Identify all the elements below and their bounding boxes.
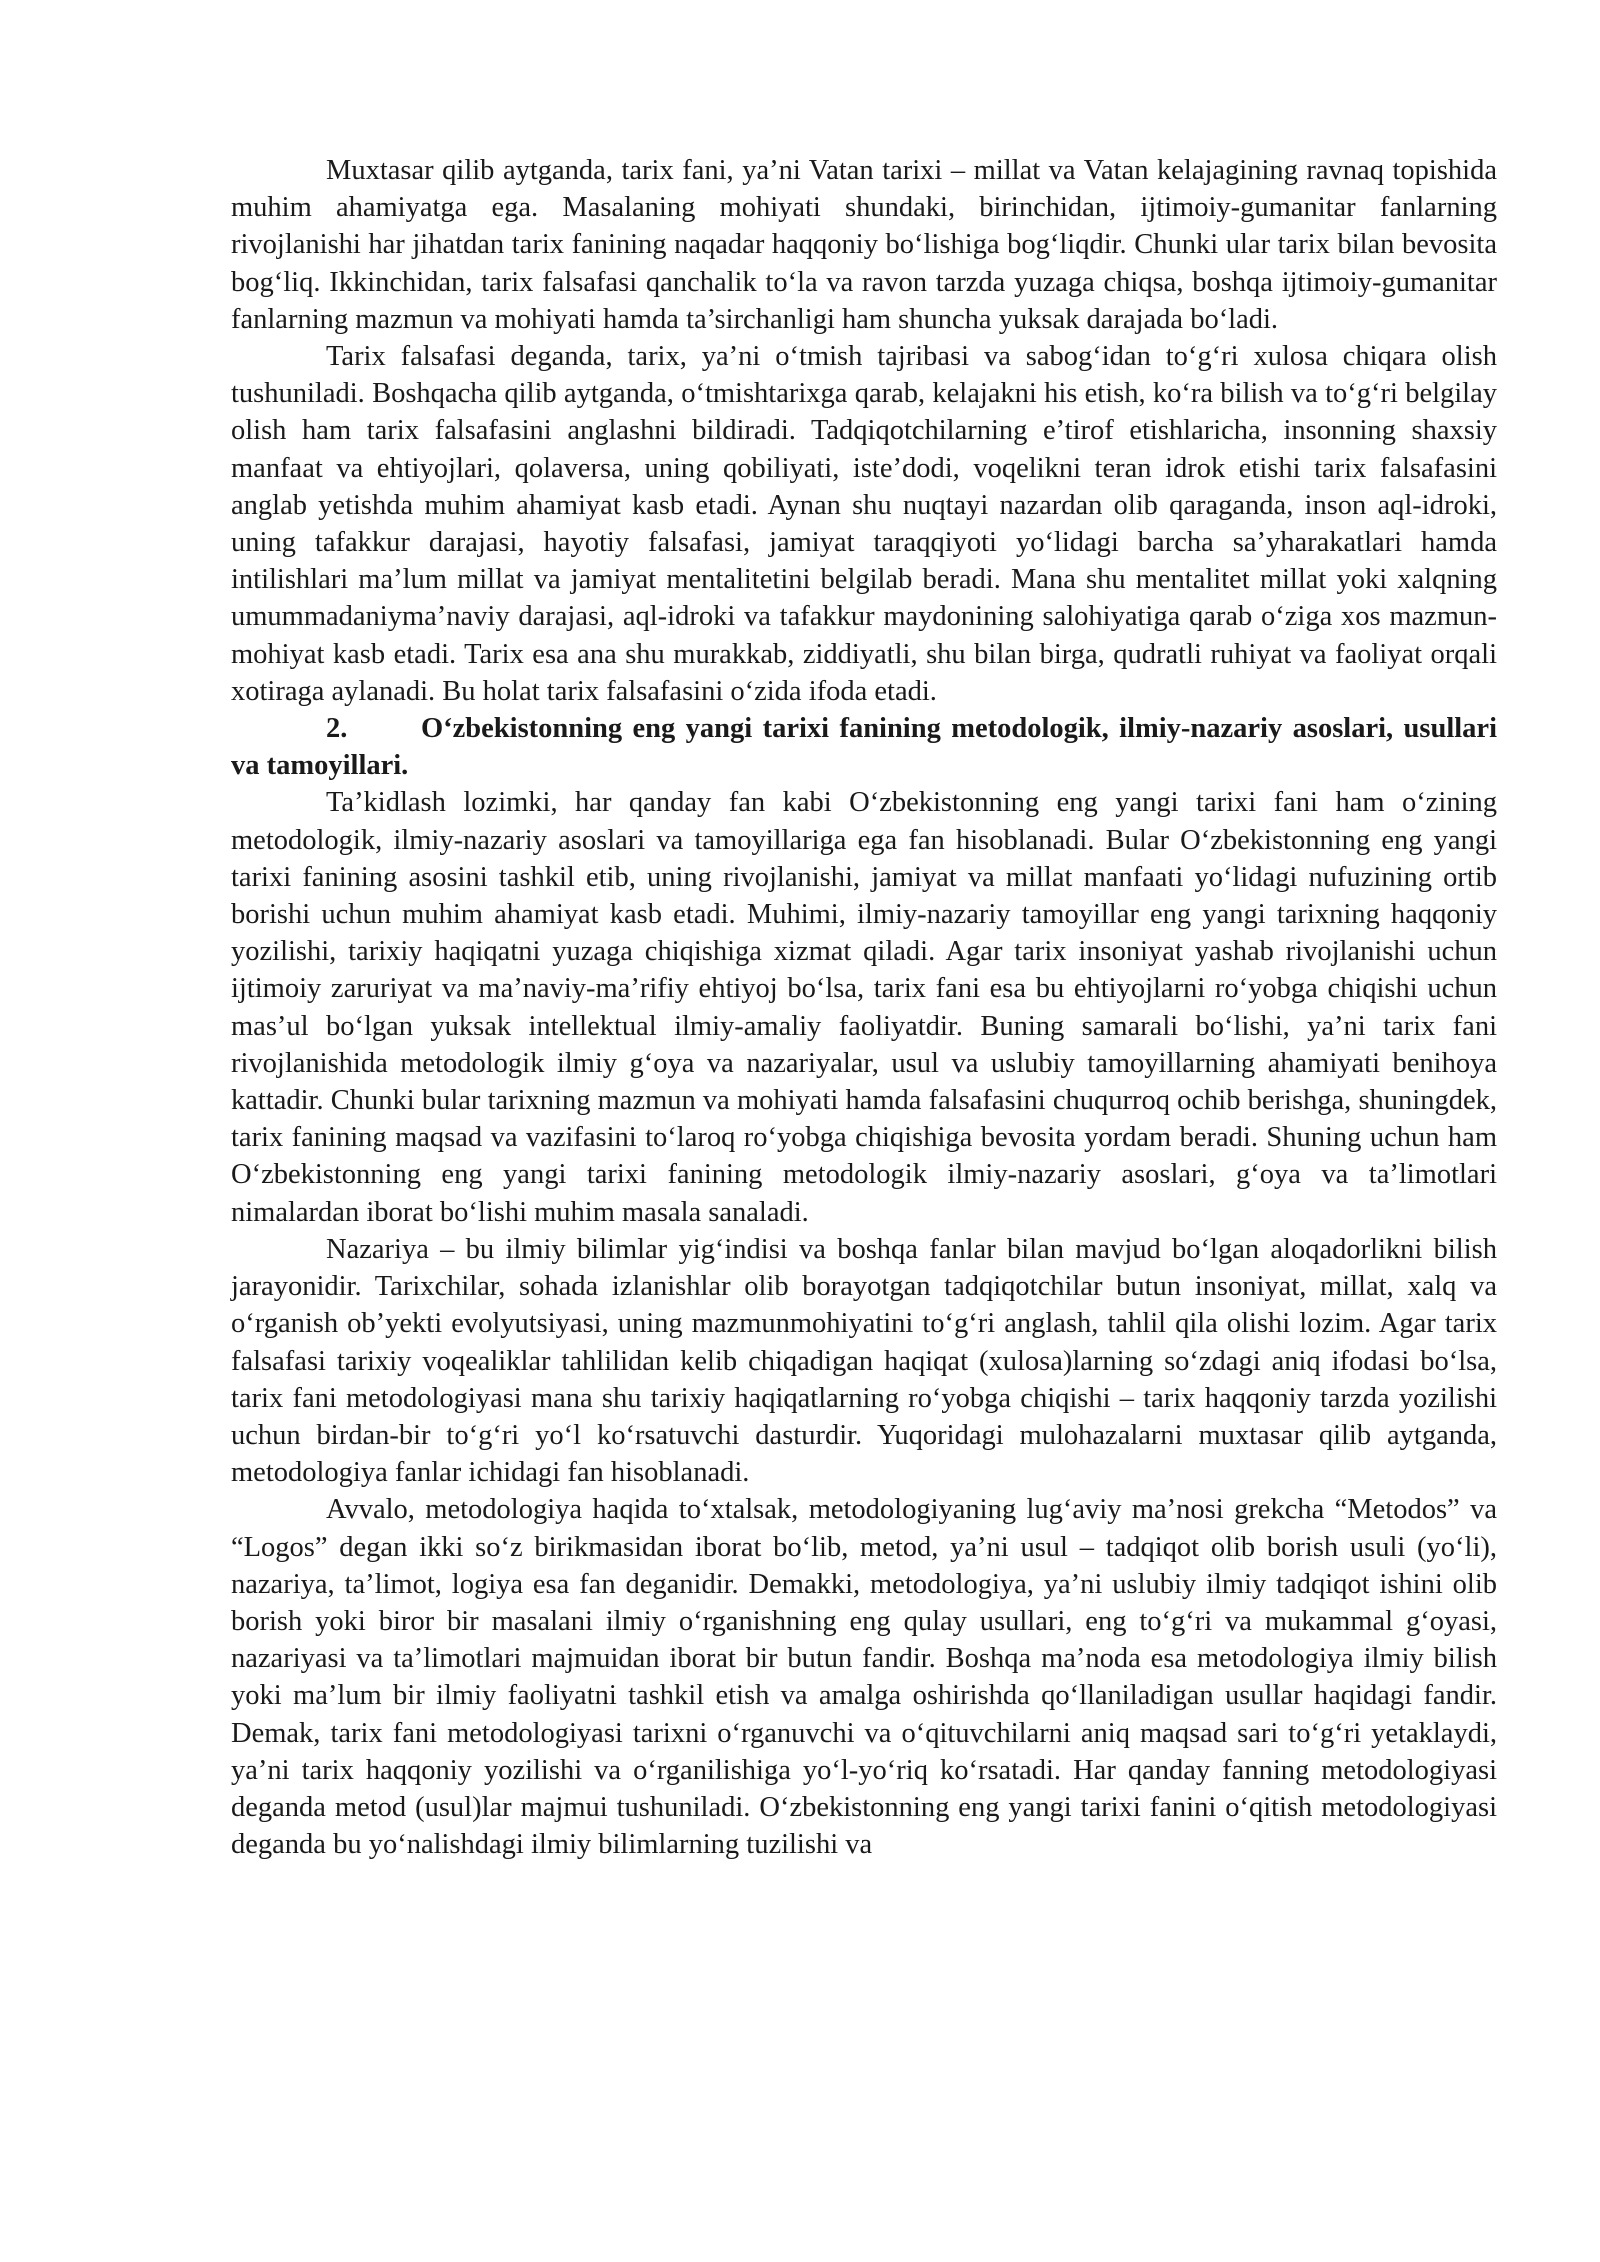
section-number: 2. (326, 713, 348, 745)
paragraph-methodology-definition: Avvalo, metodologiya haqida to‘xtalsak, metodologiyaning lug‘aviy ma’nosi grekcha “Metodos” va “Logos” degan ikki so‘z birikmasidan iborat bo‘lib, metod, ya’ni usul – tadqiqot olib borish usuli (yo‘li), nazariya, ta’limot, logiya esa fan deganidir. Demakki, metodologiya, ya’ni uslubiy ilmiy tadqiqot ishini olib borish yoki biror bir masalani ilmiy o‘rganishning eng qulay usullari, eng to‘g‘ri va mukammal g‘oyasi, nazariyasi va ta’limotlari majmuidan iborat bir butun fandir. Boshqa ma’noda esa metodologiya ilmiy bilish yoki ma’lum bir ilmiy faoliyatni tashkil etish va amalga oshirishda qo‘llaniladigan usullar haqidagi fandir. Demak, tarix fani metodologiyasi tarixni o‘rganuvchi va o‘qituvchilarni aniq maqsad sari to‘g‘ri yetaklaydi, ya’ni tarix haqqoniy yozilishi va o‘rganilishiga yo‘l-yo‘riq ko‘rsatadi. Har qanday fanning metodologiyasi deganda metod (usul)lar majmui tushuniladi. O‘zbekistonning eng yangi tarixi fanini o‘qitish metodologiyasi deganda bu yo‘nalishdagi ilmiy bilimlarning tuzilishi va (231, 1494, 1497, 1861)
section-title: O‘zbekistonning eng yangi tarixi fanining metodologik, ilmiy-nazariy asoslari, usullari va tamoyillari. (231, 713, 1497, 782)
section-heading (231, 710, 1497, 784)
paragraph-theory: Nazariya – bu ilmiy bilimlar yig‘indisi va boshqa fanlar bilan mavjud bo‘lgan aloqadorlikni bilish jarayonidir. Tarixchilar, sohada izlanishlar olib borayotgan tadqiqotchilar butun insoniyat, millat, xalq va o‘rganish ob’yekti evolyutsiyasi, uning mazmunmohiyatini to‘g‘ri anglash, tahlil qila olishi lozim. Agar tarix falsafasi tarixiy voqealiklar tahlilidan kelib chiqadigan haqiqat (xulosa)larning so‘zdagi aniq ifodasi bo‘lsa, tarix fani metodologiyasi mana shu tarixiy haqiqatlarning ro‘yobga chiqishi – tarix haqqoniy tarzda yozilishi uchun birdan-bir to‘g‘ri yo‘l ko‘rsatuvchi dasturdir. Yuqoridagi mulohazalarni muxtasar qilib aytganda, metodologiya fanlar ichidagi fan hisoblanadi. (231, 1233, 1497, 1489)
paragraph-conclusion: Muxtasar qilib aytganda, tarix fani, ya’ni Vatan tarixi – millat va Vatan kelajagining ravnaq topishida muhim ahamiyatga ega. Masalaning mohiyati shundaki, birinchidan, ijtimoiy-gumanitar fanlarning rivojlanishi har jihatdan tarix fanining naqadar haqqoniy bo‘lishiga bog‘liqdir. Chunki ular tarix bilan bevosita bog‘liq. Ikkinchidan, tarix falsafasi qanchalik to‘la va ravon tarzda yuzaga chiqsa, boshqa ijtimoiy-gumanitar fanlarning mazmun va mohiyati hamda ta’sirchanligi ham shuncha yuksak darajada bo‘ladi. (231, 155, 1497, 335)
document-page (231, 152, 1497, 1863)
paragraph-methodology-intro: Ta’kidlash lozimki, har qanday fan kabi O‘zbekistonning eng yangi tarixi fani ham o‘zining metodologik, ilmiy-nazariy asoslari va tamoyillariga ega fan hisoblanadi. Bular O‘zbekistonning eng yangi tarixi fanining asosini tashkil etib, uning rivojlanishi, jamiyat va millat manfaati yo‘lidagi nufuzining ortib borishi uchun muhim ahamiyat kasb etadi. Muhimi, ilmiy-nazariy tamoyillar eng yangi tarixning haqqoniy yozilishi, tarixiy haqiqatni yuzaga chiqishiga xizmat qiladi. Agar tarix insoniyat yashab rivojlanishi uchun ijtimoiy zaruriyat va ma’naviy-ma’rifiy ehtiyoj bo‘lsa, tarix fani esa bu ehtiyojlarni ro‘yobga chiqishi uchun mas’ul bo‘lgan yuksak intellektual ilmiy-amaliy faoliyatdir. Buning samarali bo‘lishi, ya’ni tarix fani rivojlanishida metodologik ilmiy g‘oya va nazariyalar, usul va uslubiy tamoyillarning ahamiyati benihoya kattadir. Chunki bular tarixning mazmun va mohiyati hamda falsafasini chuqurroq ochib berishga, shuningdek, tarix fanining maqsad va vazifasini to‘laroq ro‘yobga chiqishiga bevosita yordam beradi. Shuning uchun ham O‘zbekistonning eng yangi tarixi fanining metodologik ilmiy-nazariy asoslari, g‘oya va ta’limotlari nimalardan iborat bo‘lishi muhim masala sanaladi. (231, 787, 1497, 1228)
paragraph-history-philosophy: Tarix falsafasi deganda, tarix, ya’ni o‘tmish tajribasi va sabog‘idan to‘g‘ri xulosa chiqara olish tushuniladi. Boshqacha qilib aytganda, o‘tmishtarixga qarab, kelajakni his etish, ko‘ra bilish va to‘g‘ri belgilay olish ham tarix falsafasini anglashni bildiradi. Tadqiqotchilarning e’tirof etishlaricha, insonning shaxsiy manfaat va ehtiyojlari, qolaversa, uning qobiliyati, iste’dodi, voqelikni teran idrok etishi tarix falsafasini anglab yetishda muhim ahamiyat kasb etadi. Aynan shu nuqtayi nazardan olib qaraganda, inson aql-idroki, uning tafakkur darajasi, hayotiy falsafasi, jamiyat taraqqiyoti yo‘lidagi barcha sa’yharakatlari hamda intilishlari ma’lum millat va jamiyat mentalitetini belgilab beradi. Mana shu mentalitet millat yoki xalqning umummadaniyma’naviy darajasi, aql-idroki va tafakkur maydonining salohiyatiga qarab o‘ziga xos mazmun-mohiyat kasb etadi. Tarix esa ana shu murakkab, ziddiyatli, shu bilan birga, qudratli ruhiyat va faoliyat orqali xotiraga aylanadi. Bu holat tarix falsafasini o‘zida ifoda etadi. (231, 341, 1497, 707)
